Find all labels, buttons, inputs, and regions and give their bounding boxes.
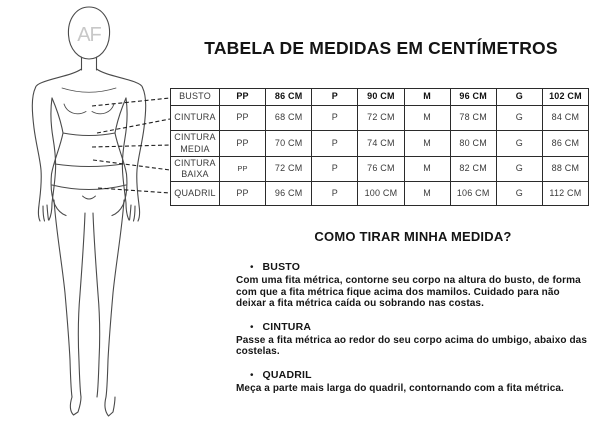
howto-section (236, 229, 590, 406)
howto-term: BUSTO (262, 261, 301, 273)
table-cell: G (496, 157, 542, 182)
howto-description: Passe a fita métrica ao redor do seu corpo acima do umbigo, abaixo das costelas. (236, 334, 587, 358)
table-cell: PP (220, 157, 266, 182)
table-cell: P (312, 182, 358, 206)
row-label: BUSTO (171, 89, 220, 106)
figure-waist-line (63, 133, 115, 136)
table-cell: 112 CM (542, 182, 588, 206)
table-cell: 96 CM (266, 182, 312, 206)
table-cell: M (404, 106, 450, 131)
table-cell: 82 CM (450, 157, 496, 182)
term-line (250, 321, 590, 333)
size-table (170, 88, 589, 206)
connector-cintura-baixa (93, 160, 170, 170)
table-cell: 80 CM (450, 131, 496, 157)
bullet-icon: • (250, 369, 254, 381)
row-label: CINTURA BAIXA (171, 157, 220, 182)
table-cell: 106 CM (450, 182, 496, 206)
connector-cintura (97, 119, 170, 133)
term-line (250, 261, 590, 273)
table-cell: M (404, 131, 450, 157)
table-cell: G (496, 89, 542, 106)
howto-term: CINTURA (262, 320, 312, 333)
bullet-icon: • (250, 262, 254, 273)
row-label: CINTURA MEDIA (171, 131, 220, 157)
table-cell: 96 CM (450, 89, 496, 106)
howto-description: Com uma fita métrica, contorne seu corpo na altura do busto, de forma com que a fita métrica fique acima dos mamilos. Cuidado para não deixar a fita métrica caída ou sobrando nas costas. (236, 275, 581, 310)
table-row-cintura (171, 106, 589, 131)
table-cell: P (312, 157, 358, 182)
figure-right-foot (105, 397, 115, 416)
table-cell: 88 CM (542, 157, 588, 182)
table-cell: 102 CM (542, 89, 588, 106)
table-cell: P (312, 131, 358, 157)
table-cell: PP (220, 106, 266, 131)
table-cell: P (312, 106, 358, 131)
howto-item-quadril (236, 369, 590, 395)
row-label: CINTURA (171, 106, 220, 131)
table-cell: 72 CM (266, 157, 312, 182)
table-cell: 100 CM (358, 182, 404, 206)
table-cell: 68 CM (266, 106, 312, 131)
howto-term: QUADRIL (262, 368, 312, 381)
table-cell: 72 CM (358, 106, 404, 131)
page-title: TABELA DE MEDIDAS EM CENTÍMETROS (204, 38, 558, 58)
term-line (250, 369, 590, 381)
connector-cintura-media (92, 145, 170, 147)
connector-busto (92, 98, 170, 106)
measure-connector-lines (92, 98, 170, 193)
table-cell: 78 CM (450, 106, 496, 131)
howto-heading: COMO TIRAR MINHA MEDIDA? (314, 229, 512, 244)
table-cell: M (404, 89, 450, 106)
table-cell: 86 CM (542, 131, 588, 157)
table-row-busto (171, 89, 589, 106)
howto-item-cintura (236, 321, 590, 358)
table-cell: M (404, 182, 450, 206)
table-row-quadril (171, 182, 589, 206)
table-row-cintura-media (171, 131, 589, 157)
table-cell: M (404, 157, 450, 182)
table-cell: 84 CM (542, 106, 588, 131)
bullet-icon: • (250, 321, 254, 333)
table-row-cintura-baixa (171, 157, 589, 182)
table-cell: 76 CM (358, 157, 404, 182)
table-cell: G (496, 131, 542, 157)
row-label: QUADRIL (171, 182, 220, 206)
brand-monogram: AF (77, 24, 101, 46)
table-cell: G (496, 182, 542, 206)
table-cell: 90 CM (358, 89, 404, 106)
table-cell: 74 CM (358, 131, 404, 157)
table-cell: 70 CM (266, 131, 312, 157)
figure-lowwaist-line (55, 164, 123, 167)
table-cell: PP (220, 131, 266, 157)
howto-item-busto (236, 261, 590, 310)
table-cell: PP (220, 89, 266, 106)
howto-description: Meça a parte mais larga do quadril, contornando com a fita métrica. (236, 382, 564, 394)
table-cell: PP (220, 182, 266, 206)
table-cell: P (312, 89, 358, 106)
figure-left-foot (70, 397, 81, 415)
table-cell: G (496, 106, 542, 131)
table-cell: 86 CM (266, 89, 312, 106)
